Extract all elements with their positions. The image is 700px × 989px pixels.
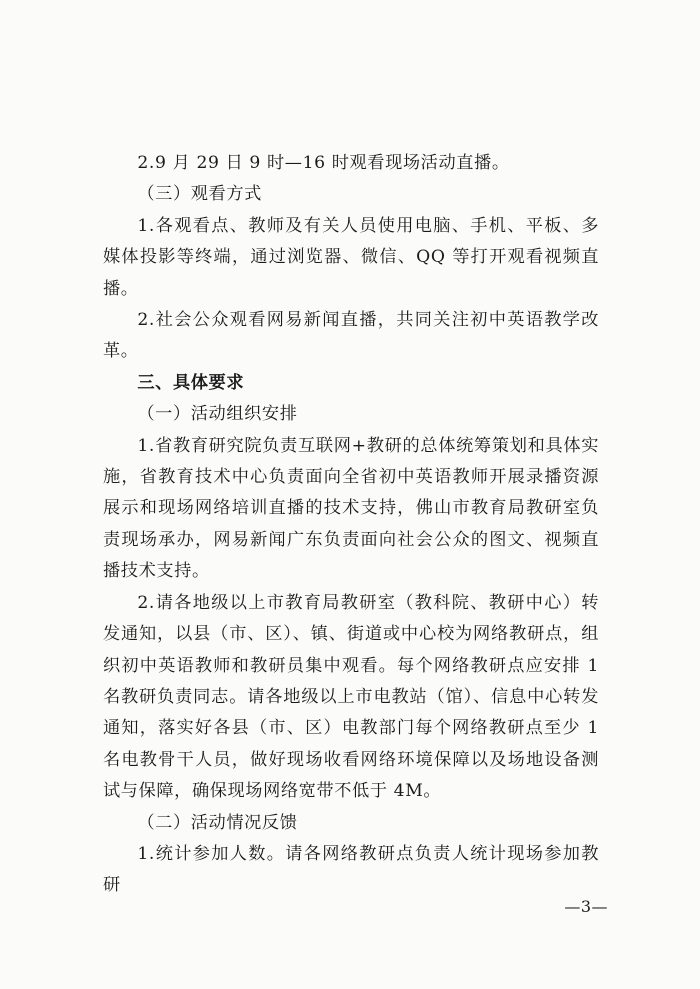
paragraph-forwarding-notice: 2.请各地级以上市教育局教研室（教科院、教研中心）转发通知，以县（市、区）、镇、街道或中心校为网络教研点，组织初中英语教师和教研员集中观看。每个网络教研点应安排 1 名教研负责同志。请各地级以上市电教站（馆）、信息中心转发通知，落实好各县（市、区）电教部门每个网络教研点至少 1 名电教骨干人员，做好现场收看网络环境保障以及场地设备测试与保障，确保现场网络宽带不低于 4M。	[103, 592, 599, 802]
document-body	[103, 148, 599, 902]
subheading-activity-feedback: （二）活动情况反馈	[137, 812, 298, 833]
subheading-activity-organization: （一）活动组织安排	[137, 404, 298, 425]
paragraph-participant-count: 1.统计参加人数。请各网络教研点负责人统计现场参加教研	[103, 843, 599, 896]
heading-specific-requirements: 三、具体要求	[137, 372, 245, 393]
subheading-viewing-method: （三）观看方式	[137, 184, 262, 205]
page-number: —3—	[564, 897, 608, 916]
paragraph-viewing-time: 2.9 月 29 日 9 时—16 时观看现场活动直播。	[137, 153, 510, 173]
paragraph-viewing-devices: 1.各观看点、教师及有关人员使用电脑、手机、平板、多媒体投影等终端，通过浏览器、微信、QQ 等打开观看视频直播。	[103, 215, 599, 299]
paragraph-responsibilities: 1.省教育研究院负责互联网+教研的总体统筹策划和具体实施，省教育技术中心负责面向全省初中英语教师开展录播资源展示和现场网络培训直播的技术支持，佛山市教育局教研室负责现场承办，网易新闻广东负责面向社会公众的图文、视频直播技术支持。	[103, 435, 599, 582]
paragraph-public-viewing: 2.社会公众观看网易新闻直播，共同关注初中英语教学改革。	[103, 310, 599, 362]
